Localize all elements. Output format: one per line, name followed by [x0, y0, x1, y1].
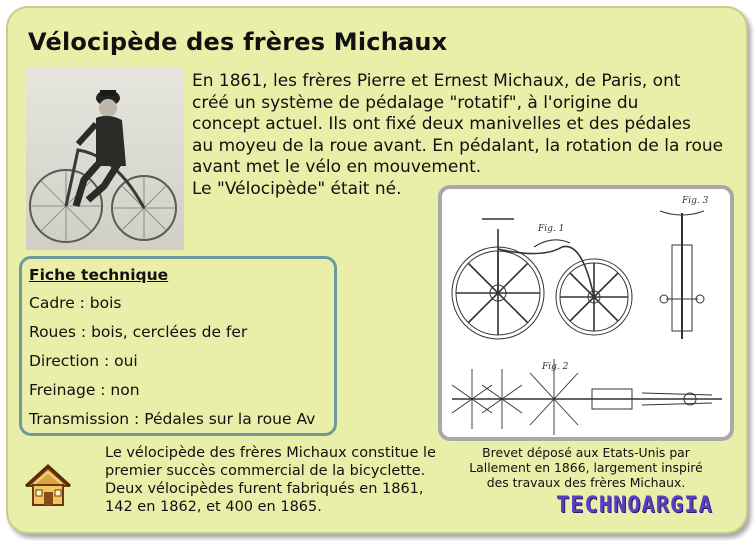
- historical-photo: [26, 68, 184, 250]
- intro-text: [192, 71, 740, 201]
- fiche-title: Fiche technique: [29, 266, 169, 284]
- fiche-row-roues: Roues : bois, cerclées de fer: [29, 323, 248, 341]
- house-icon[interactable]: [24, 462, 72, 510]
- summary-text: Le vélocipède des frères Michaux constitue le premier succès commercial de la bicyclette. Deux vélocipèdes furent fabriqués en 1861, 142 en 1862, et 400 en 1865.: [105, 445, 436, 515]
- fiche-row-freinage: Freinage : non: [29, 381, 140, 399]
- fig3-label: Fig. 3: [682, 196, 709, 206]
- fiche-row-direction: Direction : oui: [29, 352, 138, 370]
- brand-logo: TECHNOARGIA: [556, 493, 713, 518]
- fiche-row-cadre: Cadre : bois: [29, 294, 122, 312]
- fiche-row-transmission: Transmission : Pédales sur la roue Av: [29, 410, 316, 428]
- fig1-label: Fig. 1: [538, 224, 565, 234]
- patent-drawing: [438, 185, 734, 441]
- fiche-technique: [19, 256, 337, 436]
- patent-caption: Brevet déposé aux Etats-Unis par Lallement en 1866, largement inspiré des travaux des frères Michaux.: [469, 445, 703, 490]
- fig2-label: Fig. 2: [542, 362, 569, 372]
- page-title: Vélocipède des frères Michaux: [28, 28, 448, 56]
- intro-paragraph: En 1861, les frères Pierre et Ernest Michaux, de Paris, ont créé un système de pédalage "rotatif", à l'origine du concept actuel. Ils ont fixé deux manivelles et des pédales au moyeu de la roue avant. En pédalant, la rotation de la roue avant met le vélo en mouvement. Le "Vélocipède" était né.: [192, 71, 724, 199]
